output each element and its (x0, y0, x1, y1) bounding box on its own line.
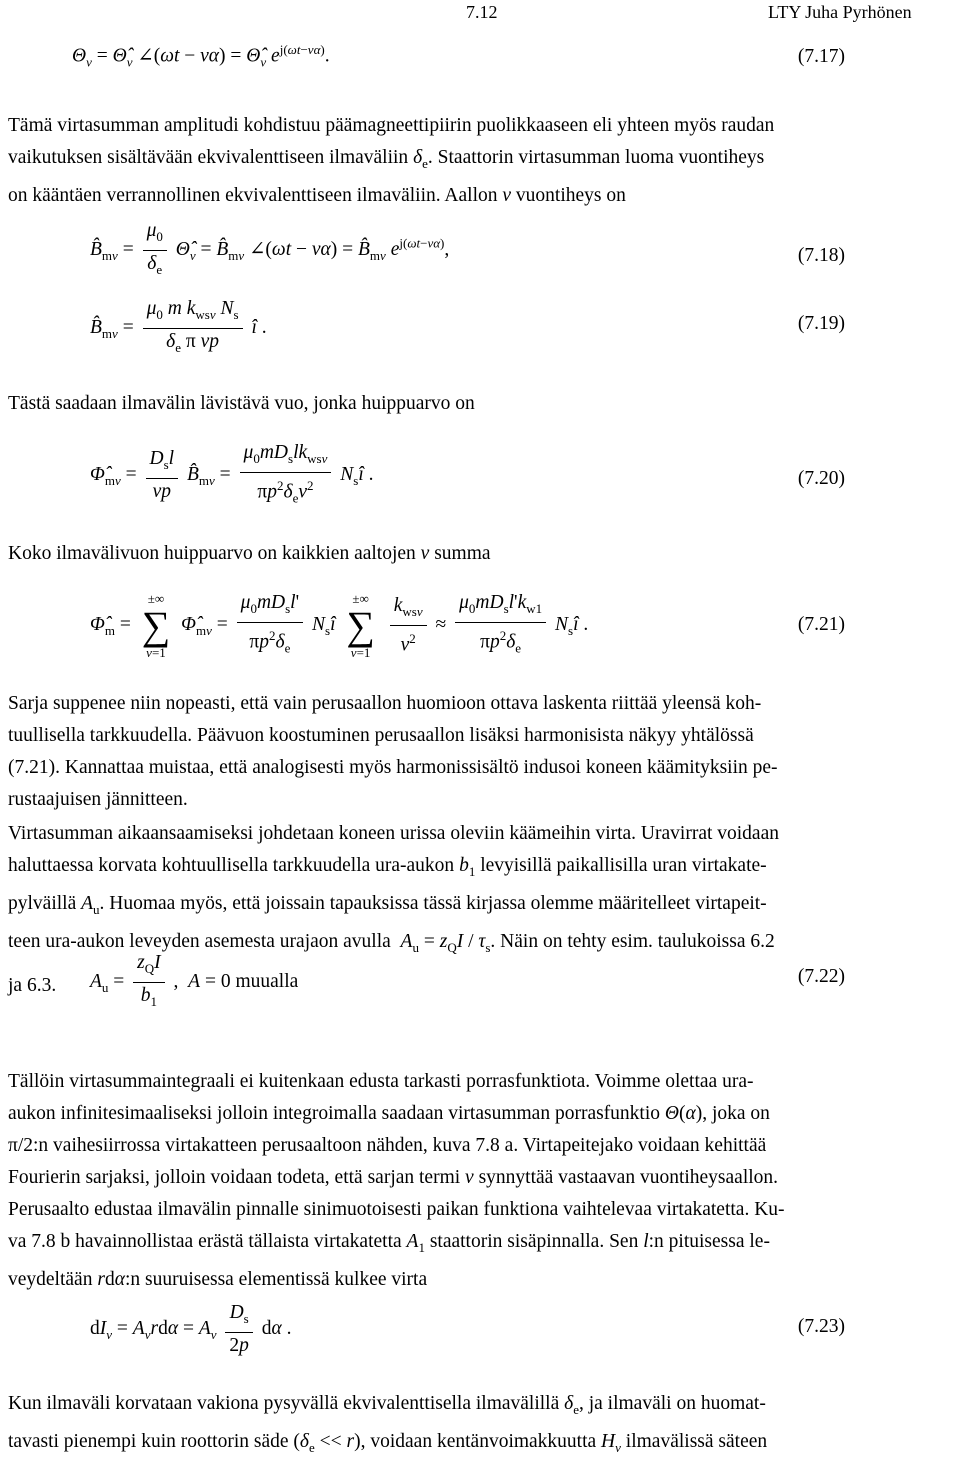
paragraph-4: Sarja suppenee niin nopeasti, että vain perusaallon huomioon ottava laskenta riittää yleensä koh- tuullisella tarkkuudella. Päävuon koostuminen perusaallon lisäksi harmonisista näkyy yhtälössä (7.21). Kannattaa muistaa, että analogisesti myös harmonissisältö indusoi koneen käämityksiin pe- rustaajuisen jännitteen. (8, 693, 778, 810)
equation-7-18: $B̂_{m\nu}$ = $\frac{\mu_0}{\delta_e}$ $\Thetâ_\nu$ = $B̂_{m\nu}$ ∠(ωt − $\nu\alpha) = B̂_{m\nu}$ $e^{j(\omega t-\nu\alpha)}$, (90, 220, 450, 277)
paragraph-1: Tämä virtasumman amplitudi kohdistuu päämagneettipiirin puolikkaaseen eli yhteen myös raudan vaikutuksen sisältävään ekvivalenttiseen ilmaväliin $\delta_e$. Staattorin virtasumman luoma vuontiheys on kääntäen verrannollinen ekvivalenttiseen ilmaväliin. Aallon ν vuontiheys on (8, 115, 775, 206)
running-header-author: LTY Juha Pyrhönen (768, 2, 912, 22)
equation-7-20: $\Phî_{m\nu}$ = $\frac{D_sl}{\nu p}$ $B̂_{m\nu}$ = $\frac{\mu_0mD_slk_{ws\nu}}{\pi p^2\delta_e\nu^2}$ $N_sî$ . (90, 442, 374, 506)
equation-number: (7.22) (797, 966, 845, 987)
equation-number: (7.21) (797, 614, 845, 635)
equation-number: (7.23) (797, 1316, 845, 1337)
equation-number: (7.19) (797, 313, 845, 334)
equation-7-21: $\Phî_m$ = ±∞ ∑ ν=1 $\Phî_{m\nu}$ = $\frac{\mu_0mD_sl'}{\pi p^2\delta_e}$ $N_sî$ ±∞ ∑ ν=1 $\frac{k_{ws\nu}}{\nu^2}$ ≈ $\frac{\mu_0mD_sl'k_{w1}}{\pi p^2\delta_e}$ $N_sî$ . (90, 590, 589, 660)
equation-7-17: $\Theta_\nu$ = $\Thetâ_\nu$ ∠(ωt − $\nu\alpha) = \Thetâ_\nu$ $e^{j(\omega t-\nu\alpha)}$. (72, 42, 330, 70)
equation-7-22: $A_u$ = $\frac{z_QI}{b_1}$ , A = 0 muualla (90, 952, 299, 1009)
paragraph-5: Virtasumman aikaansaamiseksi johdetaan koneen urissa oleviin käämeihin virta. Uravirrat voidaan haluttaessa korvata kohtuullisella tarkkuudella ura-aukon $b_1$ levyisillä paikallisilla uran virtakate- pylväillä $A_u$. Huomaa myös, että joissain tapauksissa tässä kirjassa olemme määritelleet virtapeit- teen ura-aukon leveyden asemesta urajaon avulla $A_u = z_QI / \tau_s$. Näin on tehty esim. taulukoissa 6.2 ja 6.3. (8, 823, 779, 996)
equation-7-23: $dI_\nu = A_\nu rd\alpha = A_\nu$ $\frac{D_s}{2p}$ dα . (90, 1302, 292, 1356)
page-number: 7.12 (466, 2, 498, 22)
paragraph-6: Tällöin virtasummaintegraali ei kuitenkaan edusta tarkasti porrasfunktiota. Voimme olettaa ura- aukon infinitesimaaliseksi jolloin integroimalla saadaan virtasumman porrasfunktio Θ(α), joka on π/2:n vaihesiirrossa virtakatteen perusaaltoon nähden, kuva 7.8 a. Virtapeitejako voidaan kehittää Fourierin sarjaksi, jolloin voidaan todeta, että sarjan termi ν synnyttää vastaavan vuontiheysaallon. Perusaalto edustaa ilmavälin pinnalle sinimuotoisesti paikan funktiona vaihtelevaa virtakatetta. Ku- va 7.8 b havainnollistaa erästä tällaista virtakatetta $A_1$ staattorin sisäpinnalla. Sen l:n pituisessa le- veydeltään rdα:n suuruisessa elementissä kulkee virta (8, 1071, 785, 1290)
paragraph-3: Koko ilmavälivuon huippuarvo on kaikkien aaltojen ν summa (8, 543, 491, 564)
paragraph-2: Tästä saadaan ilmavälin lävistävä vuo, jonka huippuarvo on (8, 393, 475, 414)
equation-number: (7.20) (797, 468, 845, 489)
equation-7-19: $B̂_{m\nu}$ = $\frac{\mu_0 m k_{ws\nu} N_s}{\delta_e \pi \nu p}$ î . (90, 298, 267, 355)
equation-number: (7.17) (797, 46, 845, 67)
equation-number: (7.18) (797, 245, 845, 266)
paragraph-7: Kun ilmaväli korvataan vakiona pysyvällä ekvivalenttisella ilmavälillä $\delta_e$, ja ilmaväli on huomat- tavasti pienempi kuin roottorin säde $(\delta_e << r)$, voidaan kentänvoimakkuutta $H_\nu$ ilmavälissä säteen (8, 1393, 768, 1455)
